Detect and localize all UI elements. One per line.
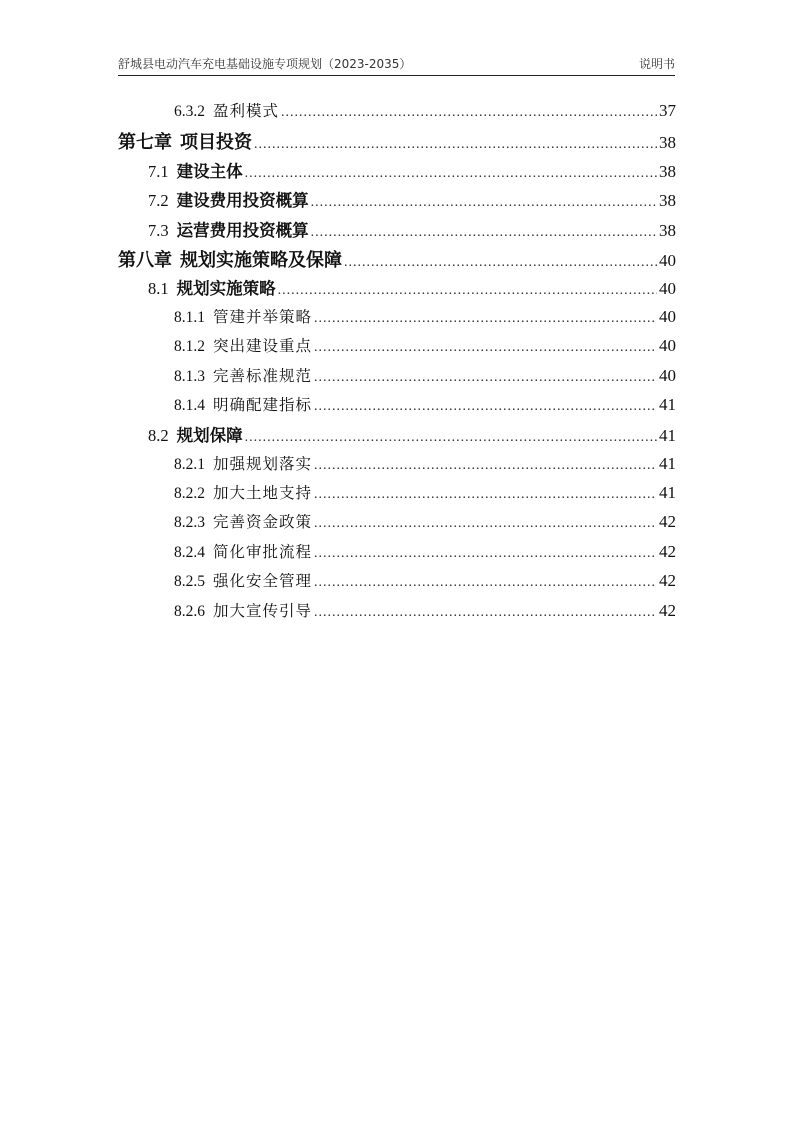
header-document-title: 舒城县电动汽车充电基础设施专项规划（2023-2035） bbox=[118, 57, 412, 71]
toc-entry-page: 40 bbox=[659, 279, 676, 299]
toc-dot-leader bbox=[314, 399, 657, 415]
toc-dot-leader bbox=[314, 487, 657, 503]
toc-entry[interactable] bbox=[118, 158, 676, 187]
toc-entry-page: 38 bbox=[659, 133, 676, 153]
toc-entry-page: 38 bbox=[659, 191, 676, 211]
toc-dot-leader bbox=[278, 283, 657, 299]
toc-entry-number: 8.1 bbox=[148, 279, 169, 299]
toc-entry[interactable] bbox=[118, 364, 676, 393]
toc-entry-title: 简化审批流程 bbox=[213, 542, 313, 561]
toc-entry-page: 40 bbox=[659, 336, 676, 356]
toc-entry-number: 8.1.2 bbox=[174, 338, 205, 356]
toc-entry-title: 建设费用投资概算 bbox=[176, 191, 309, 211]
toc-entry-title: 项目投资 bbox=[180, 132, 252, 154]
toc-dot-leader bbox=[281, 105, 657, 121]
toc-dot-leader bbox=[314, 605, 657, 621]
toc-entry-number: 8.2.1 bbox=[174, 455, 205, 473]
toc-entry-page: 37 bbox=[659, 101, 676, 120]
toc-entry-title: 建设主体 bbox=[176, 161, 243, 181]
toc-dot-leader bbox=[314, 370, 657, 386]
toc-entry-page: 41 bbox=[659, 394, 676, 414]
toc-entry-title: 突出建设重点 bbox=[213, 337, 313, 356]
toc-entry-page: 41 bbox=[659, 483, 676, 503]
toc-entry-number: 7.3 bbox=[148, 220, 169, 240]
toc-entry[interactable] bbox=[118, 481, 676, 510]
toc-entry-title: 完善标准规范 bbox=[213, 366, 313, 385]
toc-dot-leader bbox=[314, 575, 657, 591]
toc-dot-leader bbox=[311, 225, 657, 241]
toc-entry[interactable] bbox=[118, 246, 676, 275]
toc-entry[interactable] bbox=[118, 393, 676, 422]
toc-entry[interactable] bbox=[118, 510, 676, 539]
toc-entry-number: 7.1 bbox=[148, 161, 169, 181]
toc-entry-page: 38 bbox=[659, 220, 676, 240]
toc-entry-title: 盈利模式 bbox=[213, 102, 280, 120]
page-header bbox=[118, 54, 675, 76]
toc-entry-number: 第七章 bbox=[118, 132, 172, 154]
toc-entry-page: 40 bbox=[659, 365, 676, 385]
toc-entry[interactable] bbox=[118, 422, 676, 451]
toc-entry[interactable] bbox=[118, 187, 676, 216]
table-of-contents bbox=[118, 99, 676, 628]
toc-dot-leader bbox=[314, 516, 657, 532]
toc-dot-leader bbox=[314, 311, 657, 327]
toc-entry-page: 42 bbox=[659, 541, 676, 561]
header-section-label: 说明书 bbox=[638, 57, 675, 71]
toc-entry-title: 规划实施策略及保障 bbox=[180, 249, 342, 271]
toc-entry-number: 8.2 bbox=[148, 426, 169, 446]
toc-entry[interactable] bbox=[118, 128, 676, 157]
toc-entry-page: 38 bbox=[659, 161, 676, 181]
toc-entry-page: 40 bbox=[659, 306, 676, 326]
toc-entry-page: 42 bbox=[659, 512, 676, 532]
toc-entry-page: 42 bbox=[659, 571, 676, 591]
toc-entry-title: 规划保障 bbox=[176, 426, 243, 446]
toc-entry[interactable] bbox=[118, 334, 676, 363]
toc-entry[interactable] bbox=[118, 217, 676, 246]
toc-entry[interactable] bbox=[118, 452, 676, 481]
toc-entry-page: 42 bbox=[659, 600, 676, 620]
toc-entry[interactable] bbox=[118, 305, 676, 334]
toc-dot-leader bbox=[245, 166, 657, 182]
toc-dot-leader bbox=[254, 137, 657, 153]
toc-entry-page: 40 bbox=[659, 250, 676, 270]
toc-entry-number: 8.1.3 bbox=[174, 367, 205, 385]
toc-entry-title: 加大土地支持 bbox=[213, 484, 313, 503]
toc-dot-leader bbox=[314, 546, 657, 562]
toc-entry-number: 8.2.6 bbox=[174, 602, 205, 620]
toc-entry-number: 7.2 bbox=[148, 191, 169, 211]
toc-entry[interactable] bbox=[118, 599, 676, 628]
toc-entry-title: 加强规划落实 bbox=[213, 454, 313, 473]
toc-entry-number: 8.1.1 bbox=[174, 308, 205, 326]
toc-dot-leader bbox=[344, 255, 657, 271]
toc-entry[interactable] bbox=[118, 99, 676, 128]
toc-entry-number: 8.2.2 bbox=[174, 485, 205, 503]
toc-entry-page: 41 bbox=[659, 453, 676, 473]
toc-entry-number: 8.2.4 bbox=[174, 543, 205, 561]
toc-dot-leader bbox=[245, 430, 657, 446]
toc-entry-title: 规划实施策略 bbox=[176, 279, 276, 299]
toc-entry-page: 41 bbox=[659, 426, 676, 446]
toc-entry-title: 强化安全管理 bbox=[213, 572, 313, 591]
toc-entry-title: 加大宣传引导 bbox=[213, 601, 313, 620]
toc-entry-title: 完善资金政策 bbox=[213, 513, 313, 532]
toc-entry-number: 8.1.4 bbox=[174, 396, 205, 414]
toc-entry-number: 8.2.5 bbox=[174, 573, 205, 591]
toc-entry[interactable] bbox=[118, 569, 676, 598]
toc-entry-title: 管建并举策略 bbox=[213, 307, 313, 326]
toc-entry-title: 明确配建指标 bbox=[213, 395, 313, 414]
toc-dot-leader bbox=[314, 340, 657, 356]
toc-entry[interactable] bbox=[118, 540, 676, 569]
toc-dot-leader bbox=[314, 458, 657, 474]
toc-entry[interactable] bbox=[118, 275, 676, 304]
toc-entry-title: 运营费用投资概算 bbox=[176, 220, 309, 240]
toc-entry-number: 6.3.2 bbox=[174, 103, 205, 120]
toc-entry-number: 8.2.3 bbox=[174, 514, 205, 532]
toc-dot-leader bbox=[311, 195, 657, 211]
toc-entry-number: 第八章 bbox=[118, 249, 172, 271]
